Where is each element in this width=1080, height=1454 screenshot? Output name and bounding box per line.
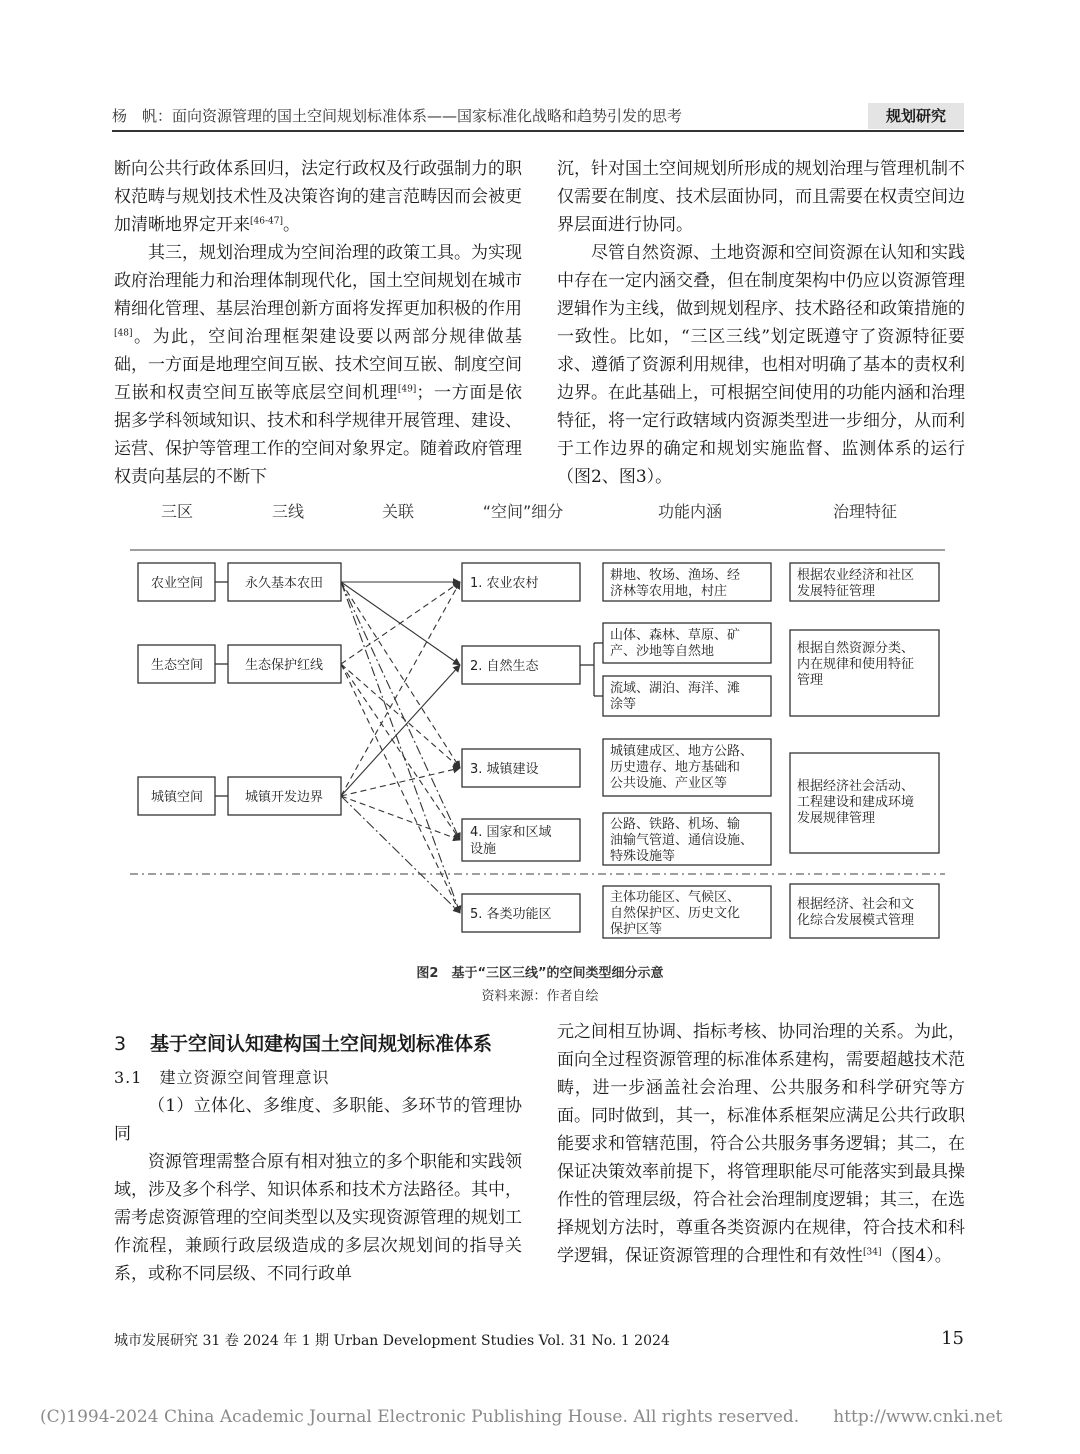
gov2-l2: 内在规律和使用特征 — [797, 657, 915, 672]
running-header — [112, 103, 964, 129]
citation: [48] — [114, 328, 133, 339]
sub-eco: 2. 自然生态 — [470, 659, 539, 674]
relation-line-dashed — [341, 664, 460, 768]
func2-l2: 产、沙地等自然地 — [610, 644, 715, 659]
gov4-l1: 根据经济、社会和文 — [797, 897, 915, 912]
paragraph: 尽管自然资源、土地资源和空间资源在认知和实践中存在一定内涵交叠，但在制度架构中仍应以资源管理逻辑作为主线，做到规划程序、技术路径和政策措施的一致性。比如，“三区三线”划定既遵守了资源特征要求、遵循了资源利用规律，也相对明确了基本的责权利边界。在此基础上，可根据空间使用的功能内涵和治理特征，将一定行政辖域内资源类型进一步细分，从而利于工作边界的确定和规划实施监督、监测体系的运行（图2、图3）。 — [557, 243, 965, 487]
relation-line — [341, 665, 460, 796]
header-space-subdivision: “空间”细分 — [482, 502, 564, 521]
header-governance: 治理特征 — [832, 502, 898, 521]
paragraph-text: 。为此，空间治理框架建设要以两部分规律做基础，一方面是地理空间互嵌、技术空间互嵌、制度空间互嵌和权责空间互嵌等底层空间机理 — [114, 327, 522, 403]
figure-2-diagram — [130, 495, 945, 955]
citation: [34] — [863, 1247, 882, 1258]
citation: [46-47] — [250, 216, 283, 227]
header-sanqu: 三区 — [160, 502, 194, 521]
sub-subsection-heading: （1）立体化、多维度、多职能、多环节的管理协同 — [114, 1096, 522, 1144]
paragraph-text: ；一方面是依据多学科领域知识、技术和科学规律开展管理、建设、运营、保护等管理工作的空间对象界定。随着政府管理权责向基层的不断下 — [114, 383, 523, 487]
sub-func-zone: 5. 各类功能区 — [470, 907, 552, 922]
func1-l2: 济林等农用地，村庄 — [610, 584, 728, 599]
figure-source: 资料来源：作者自绘 — [481, 989, 599, 1004]
text-column-top-right — [557, 155, 965, 491]
paragraph — [557, 1018, 965, 1270]
func6-l2: 自然保护区、历史文化 — [610, 906, 741, 921]
func5-l3: 特殊设施等 — [610, 849, 676, 864]
gov1-l1: 根据农业经济和社区 — [797, 568, 915, 583]
sub-urban: 3. 城镇建设 — [470, 762, 539, 777]
func5-l1: 公路、铁路、机场、输 — [610, 817, 741, 832]
gov3-l3: 发展规律管理 — [797, 811, 876, 826]
relation-line-dashdot — [341, 582, 460, 913]
gov2-l1: 根据自然资源分类、 — [797, 641, 915, 656]
journal-info: 城市发展研究 31 卷 2024 年 1 期 Urban Development Studies Vol. 31 No. 1 2024 — [114, 1333, 670, 1349]
section-number: 3 — [114, 1033, 127, 1055]
figure-caption: 图2 基于“三区三线”的空间类型细分示意 — [416, 966, 664, 981]
zone-urban: 城镇空间 — [150, 790, 204, 805]
section-heading — [114, 1029, 522, 1060]
header-guanlian: 关联 — [381, 502, 415, 521]
text-column-bottom-left — [114, 1029, 522, 1288]
page-number: 15 — [941, 1328, 964, 1349]
text-column-top-left — [114, 155, 522, 491]
paragraph: 资源管理需整合原有相对独立的多个职能和实践领域，涉及多个科学、知识体系和技术方法路径。其中，需考虑资源管理的空间类型以及实现资源管理的规划工作流程，兼顾行政层级造成的多层次规划间的指导关系，或称不同层级、不同行政单 — [114, 1152, 522, 1284]
gov4-l2: 化综合发展模式管理 — [797, 913, 915, 928]
zone-agri: 农业空间 — [150, 576, 204, 591]
section-label: 规划研究 — [868, 103, 964, 129]
copyright-line: (C)1994-2024 China Academic Journal Electronic Publishing House. All rights reserved. http://www.cnki.net — [40, 1407, 1003, 1427]
gov3-l1: 根据经济社会活动、 — [797, 779, 915, 794]
func2-l1: 山体、森林、草原、矿 — [610, 628, 741, 643]
func1-l1: 耕地、牧场、渔场、经 — [610, 568, 741, 583]
sub-infra-l1: 4. 国家和区域 — [470, 825, 552, 840]
citation: [49] — [397, 384, 417, 395]
relation-line-dashdot — [341, 582, 460, 840]
gov3-l2: 工程建设和建成环境 — [797, 795, 915, 810]
zone-eco: 生态空间 — [150, 658, 204, 673]
line-urban-boundary: 城镇开发边界 — [244, 790, 324, 805]
paragraph-text: 。 — [282, 215, 300, 235]
func3-l2: 涂等 — [610, 697, 637, 712]
relation-line-dashed — [341, 582, 460, 796]
func3-l1: 流域、湖泊、海洋、滩 — [610, 681, 741, 696]
paragraph-text: 其三，规划治理成为空间治理的政策工具。为实现政府治理能力和治理体制现代化，国土空间规划在城市精细化管理、基层治理创新方面将发挥更加积极的作用 — [114, 243, 522, 319]
paragraph-text: 断向公共行政体系回归，法定行政权及行政强制力的职权范畴与规划技术性及决策咨询的建言范畴因而会被更加清晰地界定开来 — [114, 159, 522, 235]
func5-l2: 油输气管道、通信设施、 — [610, 833, 754, 848]
relation-line-dashed — [341, 664, 460, 913]
paragraph — [114, 155, 522, 239]
section-title: 基于空间认知建构国土空间规划标准体系 — [150, 1033, 493, 1055]
func6-l1: 主体功能区、气候区、 — [610, 890, 741, 905]
diagram-svg — [130, 495, 945, 955]
paragraph-text: 元之间相互协调、指标考核、协同治理的关系。为此，面向全过程资源管理的标准体系建构，需要超越技术范畴，进一步涵盖社会治理、公共服务和科学研究等方面。同时做到，其一，标准体系框架应满足公共行政职能要求和管辖范围，符合公共服务事务逻辑；其二，在保证决策效率前提下，将管理职能尽可能落实到最具操作性的管理层级，符合社会治理制度逻辑；其三，在选择规划方法时，尊重各类资源内在规律，符合技术和科学逻辑，保证资源管理的合理性和有效性 — [557, 1022, 965, 1266]
text-column-bottom-right — [557, 1018, 965, 1270]
line-redline: 生态保护红线 — [244, 658, 324, 673]
gov1-l2: 发展特征管理 — [797, 584, 876, 599]
sub-agri: 1. 农业农村 — [470, 576, 539, 591]
relation-line-dashed — [341, 582, 460, 768]
func4-l1: 城镇建成区、地方公路、 — [610, 744, 754, 759]
paragraph: 沉，针对国土空间规划所形成的规划治理与管理机制不仅需要在制度、技术层面协同，而且需要在权责空间边界层面进行协同。 — [557, 159, 965, 235]
gov2-l3: 管理 — [797, 673, 824, 688]
paragraph — [114, 239, 522, 491]
header-rule — [112, 130, 964, 132]
header-title: 杨 帆：面向资源管理的国土空间规划标准体系——国家标准化战略和趋势引发的思考 — [112, 107, 683, 125]
subsection-heading: 3.1 建立资源空间管理意识 — [114, 1068, 330, 1087]
func4-l2: 历史遗存、地方基础和 — [610, 760, 741, 775]
line-farmland: 永久基本农田 — [244, 576, 324, 591]
header-function: 功能内涵 — [657, 502, 723, 521]
sub-infra-l2: 设施 — [470, 842, 497, 857]
relation-line-dashed — [341, 768, 460, 796]
paragraph-text: （图4）。 — [881, 1246, 952, 1266]
func4-l3: 公共设施、产业区等 — [610, 776, 728, 791]
func6-l3: 保护区等 — [610, 922, 663, 937]
header-sanxian: 三线 — [271, 502, 305, 521]
